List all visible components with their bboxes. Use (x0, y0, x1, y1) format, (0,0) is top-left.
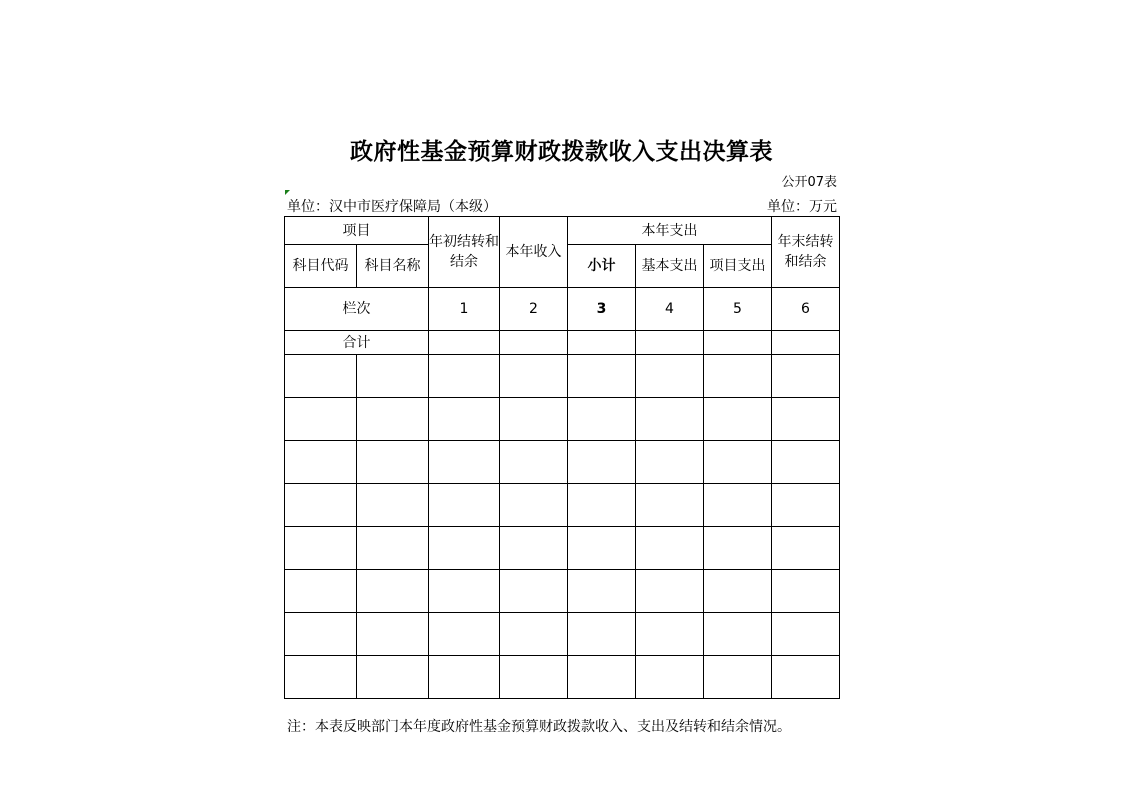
form-number: 公开07表 (781, 175, 837, 190)
table-cell (704, 484, 772, 527)
table-cell (500, 613, 568, 656)
table-cell (636, 613, 704, 656)
table-cell (357, 527, 429, 570)
table-row (285, 398, 840, 441)
table-cell (704, 570, 772, 613)
table-cell (772, 398, 840, 441)
header-opening-balance: 年初结转和结余 (429, 217, 500, 288)
footnote: 注：本表反映部门本年度政府性基金预算财政拨款收入、支出及结转和结余情况。 (287, 719, 791, 735)
table-cell (772, 527, 840, 570)
table-cell (568, 484, 636, 527)
total-cell (500, 331, 568, 355)
data-rows (285, 355, 840, 699)
table-cell (429, 398, 500, 441)
table-cell (285, 441, 357, 484)
table-cell (568, 527, 636, 570)
table-cell (357, 441, 429, 484)
sequence-col: 2 (500, 288, 568, 331)
table-cell (500, 441, 568, 484)
header-row-1 (285, 217, 840, 245)
table-cell (429, 527, 500, 570)
header-name: 科目名称 (357, 245, 429, 288)
table-cell (636, 355, 704, 398)
table-cell (429, 484, 500, 527)
table-cell (500, 398, 568, 441)
header-expense-group: 本年支出 (568, 217, 772, 245)
total-cell (704, 331, 772, 355)
table-cell (636, 656, 704, 699)
table-cell (429, 656, 500, 699)
header-code: 科目代码 (285, 245, 357, 288)
table-cell (568, 570, 636, 613)
header-project: 项目支出 (704, 245, 772, 288)
table-cell (500, 656, 568, 699)
sequence-row (285, 288, 840, 331)
sequence-col: 4 (636, 288, 704, 331)
table-cell (568, 355, 636, 398)
table-cell (568, 441, 636, 484)
table-cell (772, 570, 840, 613)
header-basic: 基本支出 (636, 245, 704, 288)
table-cell (285, 398, 357, 441)
table-cell (429, 355, 500, 398)
table-cell (636, 527, 704, 570)
table-cell (636, 398, 704, 441)
sequence-col: 5 (704, 288, 772, 331)
table-cell (429, 441, 500, 484)
table-cell (285, 570, 357, 613)
table-row (285, 570, 840, 613)
table-cell (285, 484, 357, 527)
table-row (285, 613, 840, 656)
table-cell (772, 656, 840, 699)
cell-comment-marker (285, 190, 290, 195)
page-title: 政府性基金预算财政拨款收入支出决算表 (350, 139, 773, 165)
header-item: 项目 (285, 217, 429, 245)
table-cell (704, 613, 772, 656)
table-row (285, 484, 840, 527)
table-cell (357, 613, 429, 656)
table-cell (500, 484, 568, 527)
total-cell (636, 331, 704, 355)
header-closing-balance: 年末结转和结余 (772, 217, 840, 288)
sequence-label: 栏次 (285, 288, 429, 331)
table-cell (500, 527, 568, 570)
unit-organization: 单位：汉中市医疗保障局（本级） (287, 199, 497, 215)
header-income: 本年收入 (500, 217, 568, 288)
table-row (285, 441, 840, 484)
unit-currency: 单位：万元 (767, 199, 837, 215)
total-cell (429, 331, 500, 355)
header-subtotal: 小计 (568, 245, 636, 288)
sequence-col: 1 (429, 288, 500, 331)
table-cell (704, 656, 772, 699)
table-cell (704, 398, 772, 441)
table-cell (636, 570, 704, 613)
table-cell (772, 355, 840, 398)
table-cell (357, 656, 429, 699)
table-cell (568, 656, 636, 699)
table-cell (285, 613, 357, 656)
table-row (285, 656, 840, 699)
table-cell (704, 441, 772, 484)
table-cell (636, 484, 704, 527)
total-cell (772, 331, 840, 355)
table-cell (500, 570, 568, 613)
total-label: 合计 (285, 331, 429, 355)
table-cell (285, 527, 357, 570)
table-cell (568, 613, 636, 656)
table-cell (704, 527, 772, 570)
table-cell (772, 441, 840, 484)
table-cell (500, 355, 568, 398)
table-cell (357, 355, 429, 398)
total-row (285, 331, 840, 355)
table-cell (568, 398, 636, 441)
table-cell (357, 570, 429, 613)
total-cell (568, 331, 636, 355)
table-cell (285, 656, 357, 699)
table-cell (357, 398, 429, 441)
table-cell (636, 441, 704, 484)
table-cell (285, 355, 357, 398)
table-cell (429, 613, 500, 656)
table-cell (772, 484, 840, 527)
sequence-col: 3 (568, 288, 636, 331)
table-cell (429, 570, 500, 613)
table-cell (772, 613, 840, 656)
table-cell (357, 484, 429, 527)
table-row (285, 355, 840, 398)
table-row (285, 527, 840, 570)
sequence-col: 6 (772, 288, 840, 331)
budget-table (284, 216, 840, 699)
table-cell (704, 355, 772, 398)
